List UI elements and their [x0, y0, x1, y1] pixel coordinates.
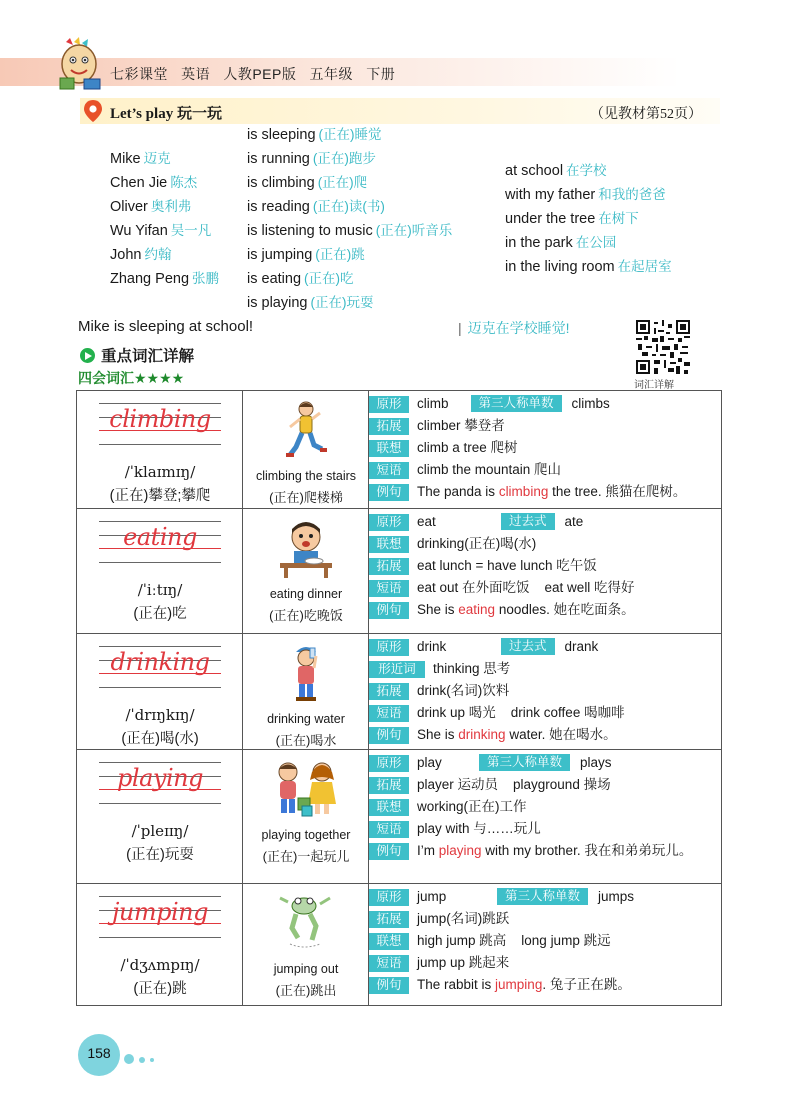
drill-verb: is listening to music (正在)听音乐 [247, 223, 453, 239]
word-meaning: (正在)吃 [133, 606, 187, 622]
info-row: 拓展 climber 攀登者 [369, 417, 717, 435]
info-row-example: 例句 She is drinking water. 她在喝水。 [369, 726, 717, 744]
picture-caption-cn: (正在)吃晚饭 [269, 608, 343, 623]
info-row: 短语 drink up 喝光 drink coffee 喝咖啡 [369, 704, 717, 722]
vocab-row [77, 633, 721, 749]
info-tag: 拓展 [369, 418, 409, 435]
word-meaning: (正在)攀登;攀爬 [109, 488, 211, 504]
phonetic: /ˈklaɪmɪŋ/ [124, 463, 196, 481]
decor-dot [150, 1058, 154, 1062]
info-row: 拓展 jump(名词)跳跃 [369, 910, 717, 928]
decor-dot [124, 1054, 134, 1064]
header-title [110, 64, 395, 84]
subject-name: 英语 [181, 66, 211, 82]
drill-verb: is playing (正在)玩耍 [247, 295, 374, 311]
vocab-word: eating [123, 523, 197, 551]
info-cell [369, 634, 721, 749]
vocab-word: playing [117, 764, 203, 792]
info-tag: 例句 [369, 602, 409, 619]
vocab-word: climbing [109, 405, 211, 433]
info-row: 短语 climb the mountain 爬山 [369, 461, 717, 479]
drill-subject: Wu Yifan 吴一凡 [110, 223, 212, 239]
drill-place: under the tree 在树下 [505, 211, 639, 227]
location-pin-icon [82, 99, 104, 123]
edition-name: 人教PEP版 [223, 66, 297, 82]
grade-name: 五年级 [309, 66, 354, 82]
info-tag: 联想 [369, 933, 409, 950]
picture-caption-cn: (正在)喝水 [275, 733, 337, 748]
jumping-frog-illustration [276, 892, 336, 954]
picture-cell [243, 884, 369, 1005]
mascot-icon [52, 36, 108, 92]
info-tag: 短语 [369, 462, 409, 479]
info-tag: 形近词 [369, 661, 425, 678]
picture-cell [243, 750, 369, 883]
info-tag: 第三人称单数 [471, 395, 562, 412]
picture-caption-cn: (正在)跳出 [275, 983, 337, 998]
drill-verb: is reading (正在)读(书) [247, 199, 385, 215]
info-cell [369, 750, 721, 883]
eating-boy-illustration [276, 517, 336, 579]
info-row-example: 例句 The panda is climbing the tree. 熊猫在爬树。 [369, 483, 717, 501]
word-cell [77, 750, 243, 883]
picture-caption-en: drinking water [267, 712, 345, 726]
info-row: 联想 high jump 跳高 long jump 跳远 [369, 932, 717, 950]
info-row: 原形 eat 过去式 ate [369, 513, 717, 531]
info-tag: 联想 [369, 536, 409, 553]
textbook-page-ref: （见教材第52页） [590, 107, 702, 122]
info-tag: 短语 [369, 580, 409, 597]
word-meaning: (正在)跳 [133, 981, 187, 997]
phonetic: /ˈdʒʌmpɪŋ/ [120, 956, 200, 974]
vocab-row [77, 508, 721, 633]
info-tag: 第三人称单数 [497, 888, 588, 905]
info-row-example: 例句 I’m playing with my brother. 我在和弟弟玩儿。 [369, 842, 717, 860]
drill-verb: is eating (正在)吃 [247, 271, 354, 287]
decor-dot [139, 1057, 145, 1063]
info-cell [369, 391, 721, 508]
info-row: 联想 climb a tree 爬树 [369, 439, 717, 457]
playing-kids-illustration [268, 758, 344, 820]
word-cell [77, 884, 243, 1005]
info-cell [369, 509, 721, 633]
info-row: 原形 play 第三人称单数 plays [369, 754, 717, 772]
word-cell [77, 509, 243, 633]
volume-name: 下册 [366, 66, 396, 82]
info-tag: 短语 [369, 955, 409, 972]
info-tag: 原形 [369, 639, 409, 656]
drill-subject: Oliver 奥利弗 [110, 199, 192, 215]
info-tag: 第三人称单数 [479, 754, 570, 771]
picture-cell [243, 634, 369, 749]
page-number: 158 [87, 1045, 111, 1061]
drinking-boy-illustration [276, 642, 336, 704]
book-name: 七彩课堂 [110, 66, 168, 82]
info-row-example: 例句 She is eating noodles. 她在吃面条。 [369, 601, 717, 619]
info-row: 形近词 thinking 思考 [369, 660, 717, 678]
picture-caption-en: climbing the stairs [255, 469, 357, 483]
info-row: 原形 jump 第三人称单数 jumps [369, 888, 717, 906]
picture-caption-en: jumping out [273, 962, 339, 976]
info-row: 短语 play with 与……玩儿 [369, 820, 717, 838]
word-meaning: (正在)喝(水) [121, 731, 199, 747]
level-heading: 四会词汇★★★★ [78, 370, 185, 386]
section-title: Let’s play 玩一玩 [110, 106, 222, 122]
drill-verb: is climbing (正在)爬 [247, 175, 368, 191]
vocab-row [77, 749, 721, 883]
vocab-word: drinking [110, 648, 210, 676]
play-circle-icon [80, 348, 95, 363]
info-cell [369, 884, 721, 1005]
climbing-boy-illustration [276, 399, 336, 461]
qr-label: 词汇详解 [634, 380, 674, 391]
info-row: 原形 climb 第三人称单数 climbs [369, 395, 717, 413]
drill-verb: is running (正在)跑步 [247, 151, 376, 167]
drill-place: with my father 和我的爸爸 [505, 187, 666, 203]
info-tag: 过去式 [501, 513, 555, 530]
picture-cell [243, 391, 369, 508]
info-tag: 原形 [369, 396, 409, 413]
example-sentence-en: Mike is sleeping at school! [78, 318, 254, 335]
vocab-table [76, 390, 722, 1006]
info-row-example: 例句 The rabbit is jumping. 兔子正在跳。 [369, 976, 717, 994]
info-tag: 例句 [369, 843, 409, 860]
info-tag: 联想 [369, 799, 409, 816]
vocab-heading: 重点词汇详解 [80, 344, 194, 366]
info-tag: 联想 [369, 440, 409, 457]
picture-cell [243, 509, 369, 633]
info-tag: 例句 [369, 727, 409, 744]
phonetic: /ˈiːtɪŋ/ [137, 581, 183, 599]
drill-place: at school 在学校 [505, 163, 607, 179]
vocab-row [77, 883, 721, 1005]
drill-verb: is jumping (正在)跳 [247, 247, 365, 263]
info-tag: 原形 [369, 889, 409, 906]
info-tag: 例句 [369, 977, 409, 994]
info-tag: 拓展 [369, 777, 409, 794]
drill-subject: Chen Jie 陈杰 [110, 175, 198, 191]
example-sentence-cn: | 迈克在学校睡觉! [458, 320, 570, 336]
info-tag: 过去式 [501, 638, 555, 655]
info-tag: 短语 [369, 705, 409, 722]
drill-subject: John 约翰 [110, 247, 172, 263]
info-row: 联想 working(正在)工作 [369, 798, 717, 816]
drill-subject: Mike 迈克 [110, 151, 171, 167]
picture-caption-en: eating dinner [269, 587, 343, 601]
info-tag: 拓展 [369, 683, 409, 700]
word-cell [77, 634, 243, 749]
picture-caption-cn: (正在)爬楼梯 [269, 490, 343, 505]
picture-caption-cn: (正在)一起玩儿 [262, 849, 350, 864]
info-tag: 拓展 [369, 558, 409, 575]
drill-place: in the living room 在起居室 [505, 259, 672, 275]
qr-code-icon[interactable] [636, 320, 690, 374]
word-cell [77, 391, 243, 508]
info-row: 拓展 eat lunch = have lunch 吃午饭 [369, 557, 717, 575]
drill-verb: is sleeping (正在)睡觉 [247, 127, 382, 143]
info-row: 原形 drink 过去式 drank [369, 638, 717, 656]
phonetic: /ˈdrɪŋkɪŋ/ [125, 706, 195, 724]
info-row: 短语 jump up 跳起来 [369, 954, 717, 972]
vocab-row [77, 391, 721, 508]
info-tag: 例句 [369, 484, 409, 501]
vocab-word: jumping [111, 898, 208, 926]
info-tag: 原形 [369, 755, 409, 772]
info-row: 联想 drinking(正在)喝(水) [369, 535, 717, 553]
phonetic: /ˈpleɪɪŋ/ [131, 822, 189, 840]
info-row: 拓展 player 运动员 playground 操场 [369, 776, 717, 794]
info-row: 短语 eat out 在外面吃饭 eat well 吃得好 [369, 579, 717, 597]
word-meaning: (正在)玩耍 [126, 847, 194, 863]
drill-place: in the park 在公园 [505, 235, 617, 251]
picture-caption-en: playing together [261, 828, 351, 842]
info-tag: 拓展 [369, 911, 409, 928]
info-row: 拓展 drink(名词)饮料 [369, 682, 717, 700]
info-tag: 原形 [369, 514, 409, 531]
drill-subject: Zhang Peng 张鹏 [110, 271, 220, 287]
info-tag: 短语 [369, 821, 409, 838]
